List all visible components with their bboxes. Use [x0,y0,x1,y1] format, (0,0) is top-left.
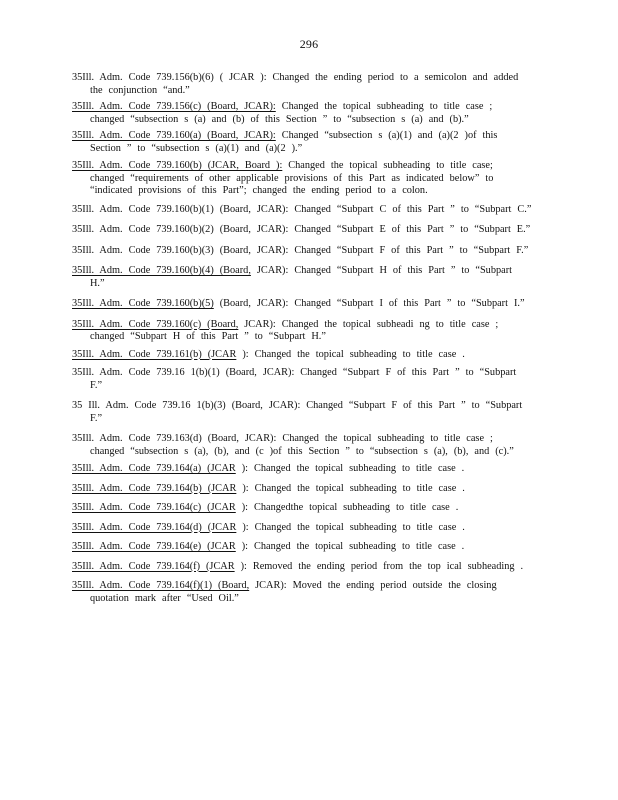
change-description: ): Changed the topical subheading to title case . [236,482,465,494]
errata-entry [72,245,532,258]
code-citation: 35Ill. Adm. Code 739.160(b)(3) [72,244,214,256]
change-description: ): Changed the topical subheading to title case . [236,521,465,533]
code-citation: 35Ill. Adm. Code 739.160(b)(5) [72,298,214,309]
errata-entry [72,580,532,605]
code-citation: 35Ill. Adm. Code 739.160(a) (Board, JCAR): [72,130,276,141]
change-description: (Board, JCAR): Changed “Subpart F of this Part ” to “Subpart F.” [213,244,529,256]
code-citation: 35Ill. Adm. Code 739.164(e) (JCAR [72,541,236,552]
change-description: (Board, JCAR): Changed “Subpart I of this Part ” to “Subpart I.” [213,298,525,309]
change-description: (Board, JCAR): Changed the topical subheading to title case ; changed “subsection s (a), (b), and (c )of this Section ” to “subsection s (a), (b), and (c).” [90,433,514,457]
change-description: ): Removed the ending period from the top ical subheading . [234,560,524,572]
change-description: Changed “subsection s (a)(1) and (a)(2 )of this Section ” to “subsection s (a)(1) and (a)(2 ).” [90,130,498,154]
code-citation: 35Ill. Adm. Code 739.164(d) (JCAR [72,521,237,533]
code-citation: 35Ill. Adm. Code 739.160(b)(2) [72,224,214,235]
errata-entry [72,298,532,311]
change-description: JCAR): Moved the ending period outside the closing quotation mark after “Used Oil.” [90,580,497,604]
errata-entry [72,561,532,574]
code-citation: 35Ill. Adm. Code 739.161(b) (JCAR [72,348,237,360]
change-description: ): Changed the topical subheading to title case . [235,463,465,474]
change-description: JCAR): Changed the topical subheadi ng to title case ; changed “Subpart H of this Part ” to “Subpart H.” [90,318,499,342]
errata-entry [72,502,532,515]
code-citation: 35Ill. Adm. Code 739.156(c) (Board, JCAR): [72,101,276,112]
errata-entry [72,72,532,97]
errata-entry [72,400,532,425]
change-description: (Board, JCAR): Changed “Subpart E of this Part ” to “Subpart E.” [213,224,531,235]
change-description: (Board, JCAR): Changed “Subpart F of this Part ” to “Subpart F.” [90,367,517,391]
code-citation: 35Ill. Adm. Code 739.164(a) (JCAR [72,463,236,474]
errata-entry [72,463,532,476]
errata-entry [72,224,532,237]
errata-entry [72,349,532,362]
errata-entry [72,319,532,344]
errata-entry [72,483,532,496]
code-citation: 35Ill. Adm. Code 739.164(f)(1) (Board, [72,580,250,591]
code-citation: 35Ill. Adm. Code 739.160(b)(4) (Board, [72,265,251,276]
errata-entry [72,433,532,458]
code-citation: 35Ill. Adm. Code 739.164(b) (JCAR [72,482,237,494]
change-description: ): Changedthe topical subheading to title case . [235,502,459,513]
change-description: (Board, JCAR): Changed “Subpart C of this Part ” to “Subpart C.” [213,203,532,215]
page-number: 296 [299,37,319,51]
errata-entry [72,204,532,217]
errata-list [72,72,532,605]
errata-entry [72,522,532,535]
errata-entry [72,160,532,198]
code-citation: 35Ill. Adm. Code 739.160(b)(1) [72,203,214,215]
errata-entry [72,130,532,155]
code-citation: 35Ill. Adm. Code 739.164(f) (JCAR [72,560,235,572]
change-description: JCAR): Changed “Subpart H of this Part ” to “Subpart H.” [90,265,512,289]
change-description: ): Changed the topical subheading to title case . [235,541,465,552]
errata-entry [72,541,532,554]
code-citation: 35Ill. Adm. Code 739.160(c) (Board, [72,318,239,330]
change-description: Changed the topical subheading to title case ; changed “subsection s (a) and (b) of this Section ” to “subsection s (a) and (b).” [90,101,493,125]
code-citation: 35Ill. Adm. Code 739.164(c) (JCAR [72,502,236,513]
code-citation: 35Ill. Adm. Code 739.160(b) (JCAR, Board ): [72,160,283,171]
errata-entry [72,101,532,126]
code-citation: 35Ill. Adm. Code 739.163(d) [72,433,202,444]
errata-entry [72,367,532,392]
change-description: (Board, JCAR): Changed “Subpart F of this Part ” to “Subpart F.” [90,400,523,424]
change-description: ): Changed the topical subheading to title case . [236,348,465,360]
code-citation: 35 Ill. Adm. Code 739.16 1(b)(3) [72,400,226,411]
code-citation: 35Ill. Adm. Code 739.156(b)(6) [72,72,214,83]
errata-entry [72,265,532,290]
code-citation: 35Ill. Adm. Code 739.16 1(b)(1) [72,367,220,378]
change-description: ( JCAR ): Changed the ending period to a semicolon and added the conjunction “and.” [90,72,519,96]
change-description: Changed the topical subheading to title case; changed “requirements of other applicable provisions of this Part as indicated below” to “indicated provisions of this Part”; changed the ending period to a colon. [90,160,494,196]
